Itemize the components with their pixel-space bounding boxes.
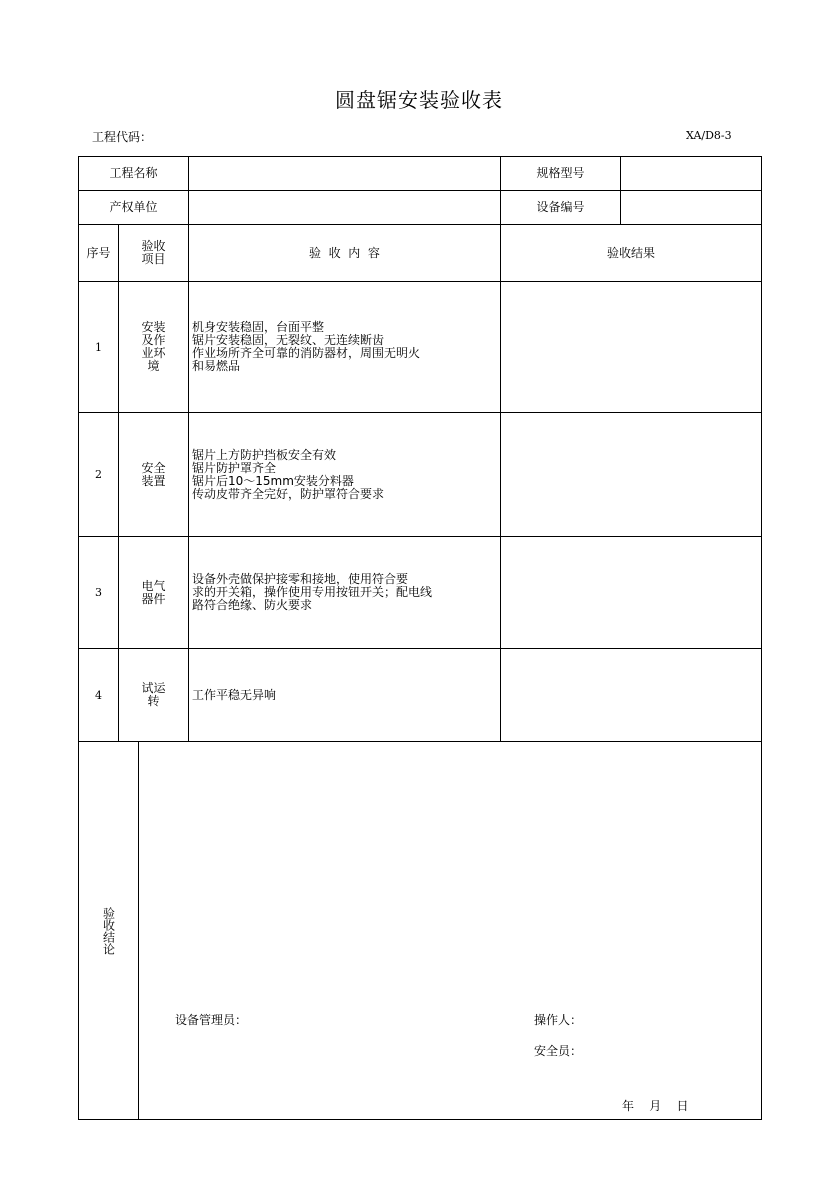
row-4-item-text: 试运转 (141, 681, 166, 708)
form-number: XA/D8-3 (686, 129, 732, 142)
equipment-manager-label: 设备管理员： (175, 1013, 248, 1027)
safety-officer-label: 安全员： (534, 1044, 583, 1058)
row-1-item-text: 安装及作业环境 (141, 320, 166, 373)
equipment-no-field[interactable] (620, 190, 762, 225)
project-name-field[interactable] (188, 156, 501, 191)
row-3-item-text: 电气器件 (141, 578, 166, 606)
row-1-content-text: 机身安装稳固，台面平整 锯片安装稳固，无裂纹、无连续断齿 作业场所齐全可靠的消防器材，周围无明火 和易燃品 (192, 320, 421, 373)
row-2-content-text: 锯片上方防护挡板安全有效 锯片防护罩齐全 锯片后10～15mm安装分料器 传动皮带齐全完好，防护罩符合要求 (192, 447, 385, 501)
row-4-seq: 4 (78, 648, 119, 742)
row-3-content-text: 设备外壳做保护接零和接地，使用符合要 求的开关箱，操作使用专用按钮开关；配电线 路符合绝缘、防火要求 (192, 572, 433, 612)
row-4-content-text: 工作平稳无异响 (192, 687, 277, 702)
column-header-seq: 序号 (78, 224, 119, 282)
date-label: 年 月 日 (622, 1099, 689, 1113)
row-3-result[interactable] (500, 536, 762, 649)
project-name-label: 工程名称 (78, 156, 189, 191)
conclusion-area[interactable] (138, 741, 762, 1120)
row-2-item (118, 412, 189, 537)
conclusion-label-cell (78, 741, 139, 1120)
project-code-label: 工程代码： (92, 130, 153, 144)
column-header-item (118, 224, 189, 282)
row-3-seq: 3 (78, 536, 119, 649)
column-header-item-text: 验收项目 (141, 239, 166, 266)
conclusion-label: 验收结论 (101, 906, 116, 955)
row-2-seq: 2 (78, 412, 119, 537)
row-2-content (188, 412, 501, 537)
row-4-item (118, 648, 189, 742)
column-header-content: 验 收 内 容 (188, 224, 501, 282)
owner-label: 产权单位 (78, 190, 189, 225)
equipment-no-label: 设备编号 (500, 190, 621, 225)
column-header-result: 验收结果 (500, 224, 762, 282)
operator-label: 操作人： (534, 1013, 583, 1027)
spec-model-field[interactable] (620, 156, 762, 191)
row-1-item (118, 281, 189, 413)
spec-model-label: 规格型号 (500, 156, 621, 191)
row-2-item-text: 安全装置 (141, 460, 166, 488)
row-3-item (118, 536, 189, 649)
row-4-result[interactable] (500, 648, 762, 742)
owner-field[interactable] (188, 190, 501, 225)
row-2-result[interactable] (500, 412, 762, 537)
page-title: 圆盘锯安装验收表 (335, 88, 503, 112)
row-1-content (188, 281, 501, 413)
row-1-result[interactable] (500, 281, 762, 413)
row-4-content (188, 648, 501, 742)
row-3-content (188, 536, 501, 649)
row-1-seq: 1 (78, 281, 119, 413)
